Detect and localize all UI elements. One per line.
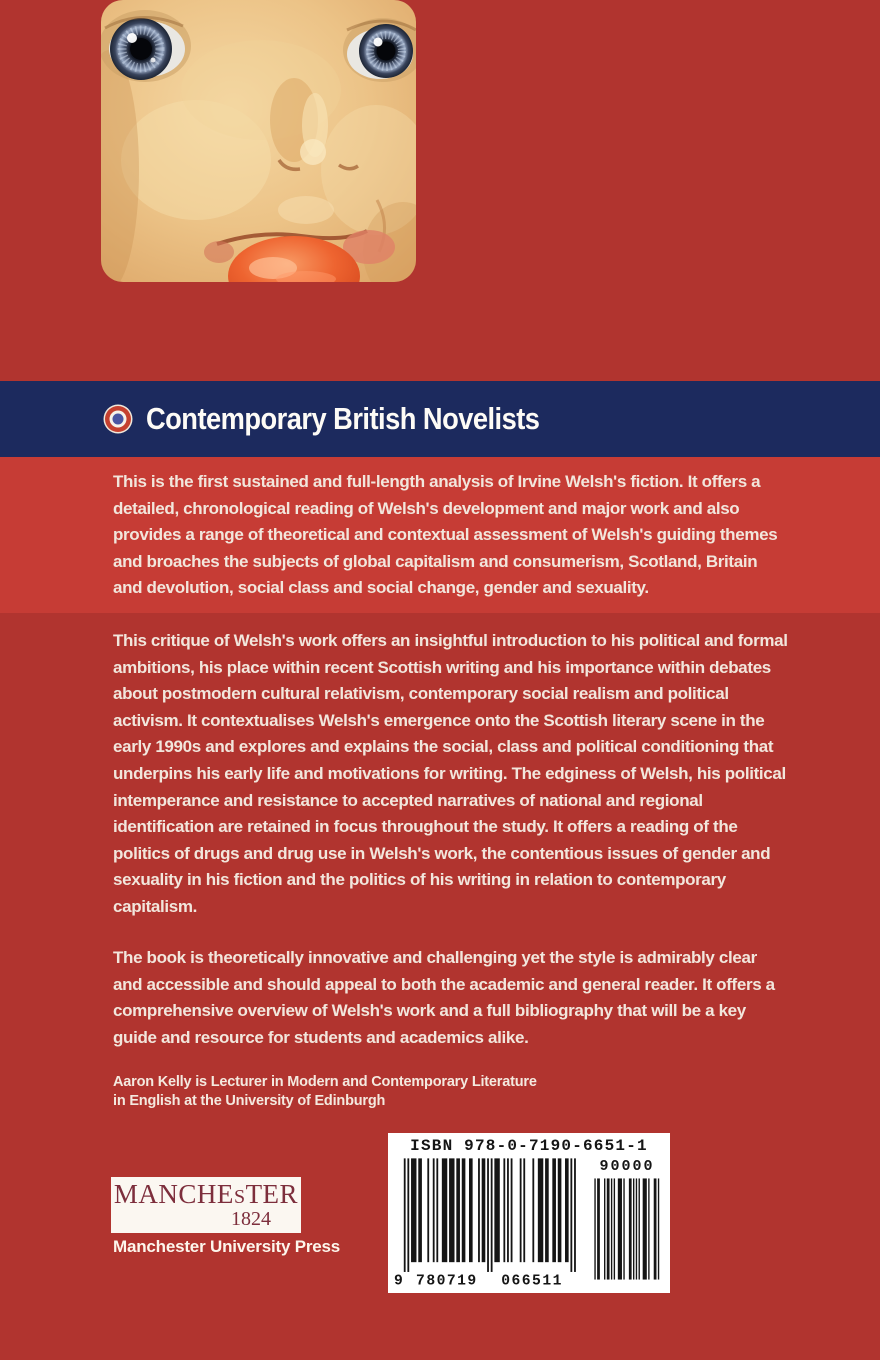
barcode-panel <box>388 1133 670 1293</box>
publisher-logo-year: 1824 <box>231 1208 271 1230</box>
doll-face-illustration <box>101 0 416 282</box>
blurb-paragraph-2: This critique of Welsh's work offers an insightful introduction to his political and formal ambitions, his place within recent Scottish writing and his importance within debates about postmodern cultural relativism, contemporary social realism and political activism. It contextualises Welsh's emergence onto the Scottish literary scene in the early 1990s and explores and explains the social, class and political conditioning that underpins his early life and motivations for writing. The edginess of Welsh, his political intemperance and resistance to accepted narratives of national and regional identification are retained in focus throughout the study. It offers a reading of the politics of drugs and drug use in Welsh's work, the contentious issues of gender and sexuality in his fiction and the politics of his writing in relation to contemporary capitalism. <box>113 631 788 916</box>
series-title: Contemporary British Novelists <box>146 401 540 436</box>
doll-face-photo <box>101 0 416 282</box>
barcode-row <box>394 1156 664 1290</box>
svg-text:9: 9 <box>394 1273 405 1288</box>
author-bio <box>113 1073 537 1110</box>
ean5-supplement-barcode <box>592 1177 662 1281</box>
publisher-logo-box <box>111 1177 301 1233</box>
series-roundel-icon <box>103 404 133 434</box>
publisher-logo-text: MANCHESTER <box>113 1179 299 1209</box>
barcode-supplement-block <box>590 1158 664 1290</box>
svg-text:780719: 780719 <box>416 1273 478 1288</box>
publisher-imprint: Manchester University Press <box>113 1237 341 1256</box>
ean13-barcode <box>394 1158 582 1288</box>
author-bio-line2: in English at the University of Edinburgh <box>113 1092 386 1109</box>
price-code: 90000 <box>599 1158 655 1175</box>
blurb-paragraph-3: The book is theoretically innovative and challenging yet the style is admirably clear and accessible and should appeal to both the academic and general reader. It offers a comprehensive overview of Welsh's work and a full bibliography that will be a key guide and resource for students and academics alike. <box>113 948 775 1047</box>
series-banner <box>0 381 880 457</box>
svg-text:066511: 066511 <box>501 1273 563 1288</box>
isbn-label: ISBN 978-0-7190-6651-1 <box>410 1137 648 1155</box>
blurb-paragraph-1: This is the first sustained and full-length analysis of Irvine Welsh's fiction. It offers a detailed, chronological reading of Welsh's development and major work and also provides a range of theoretical and contextual assessment of Welsh's guiding themes and broaches the subjects of global capitalism and consumerism, Scotland, Britain and devolution, social class and social change, gender and sexuality. <box>113 472 778 598</box>
author-bio-line1: Aaron Kelly is Lecturer in Modern and Contemporary Literature <box>113 1074 537 1090</box>
